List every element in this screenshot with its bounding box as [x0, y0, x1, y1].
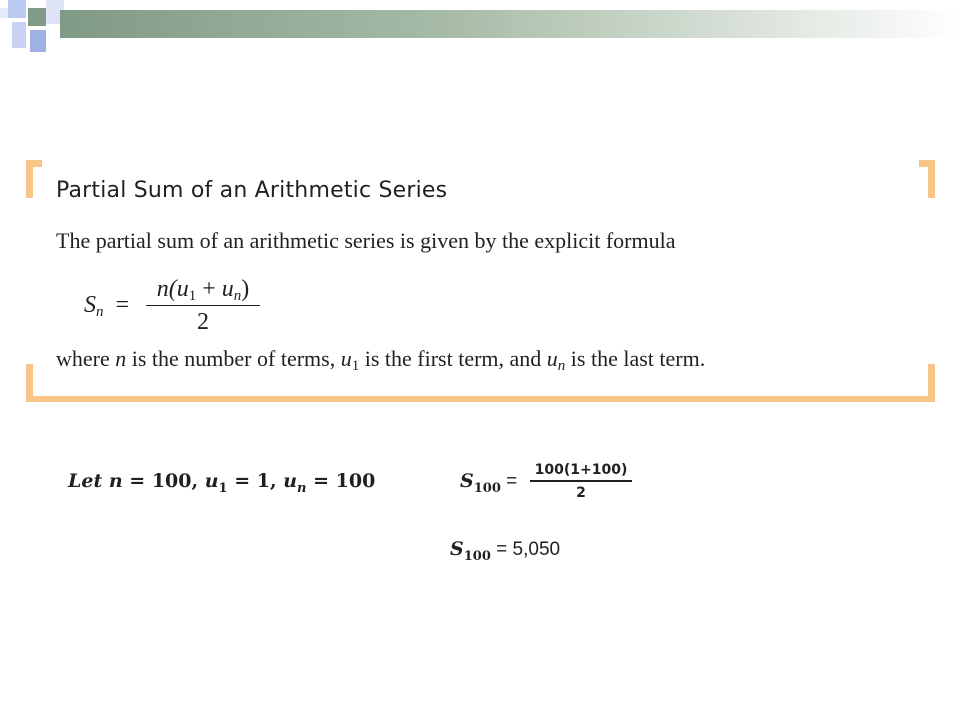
numerator-u1: u [176, 276, 189, 302]
let-word: Let [68, 470, 109, 492]
example-result [450, 538, 561, 564]
header-gradient-bar [60, 10, 960, 38]
numerator-sub1: 1 [188, 288, 197, 304]
example-substitution [460, 470, 518, 496]
explanation-n: n [115, 346, 127, 371]
numerator-n: n( [156, 276, 177, 302]
formula-s-symbol: S [84, 292, 96, 318]
formula-lhs [84, 292, 129, 319]
frame-bottom-edge [26, 396, 935, 402]
frame-corner [928, 364, 935, 402]
header-square-decoration [8, 0, 26, 18]
example-fraction [530, 462, 632, 501]
example-fraction-bar [530, 480, 632, 482]
example-un-value: = 100 [306, 470, 376, 492]
example-n-value: = 100, [122, 470, 205, 492]
explanation-un: u [546, 346, 558, 371]
example-given-values [68, 470, 376, 496]
formula-fraction [146, 276, 260, 334]
header-square-decoration [12, 22, 26, 48]
result-value: = 5,050 [490, 539, 561, 560]
formula-s-subscript: n [96, 304, 104, 320]
explanation-u1: u [340, 346, 352, 371]
example-s-sub: 100 [473, 481, 501, 496]
explanation-text: is the number of terms, [126, 346, 341, 371]
header-square-decoration [30, 30, 46, 52]
definition-explanation-text [56, 346, 705, 372]
example-u1: u [204, 470, 219, 492]
definition-title: Partial Sum of an Arithmetic Series [56, 178, 448, 203]
example-u1-sub: 1 [218, 481, 228, 496]
explanation-text: where [56, 346, 116, 371]
explanation-u1-sub: 1 [351, 358, 360, 374]
frame-corner [928, 160, 935, 198]
numerator-un: u [221, 276, 234, 302]
example-un: u [283, 470, 298, 492]
definition-intro-text: The partial sum of an arithmetic series is given by the explicit formula [56, 228, 676, 253]
example-equals: = [500, 471, 518, 492]
example-u1-value: = 1, [227, 470, 284, 492]
example-un-sub: n [297, 481, 307, 496]
frame-corner [26, 364, 33, 402]
example-s-symbol: S [460, 470, 474, 492]
formula-denominator: 2 [197, 309, 209, 335]
frame-corner [26, 160, 33, 198]
formula-equals: = [115, 292, 130, 318]
example-n: n [108, 470, 123, 492]
result-s-symbol: S [450, 538, 464, 560]
formula-numerator [146, 276, 260, 302]
explanation-text: is the first term, and [359, 346, 547, 371]
header-square-decoration [28, 8, 46, 26]
explanation-text: is the last term. [565, 346, 706, 371]
numerator-subn: n [233, 288, 242, 304]
example-fraction-numerator: 100(1+100) [534, 462, 628, 478]
fraction-bar [146, 305, 260, 306]
numerator-close-paren: ) [241, 276, 250, 302]
numerator-plus: + [196, 276, 222, 302]
explanation-un-sub: n [557, 358, 566, 374]
result-s-sub: 100 [463, 549, 491, 564]
example-fraction-denominator: 2 [576, 485, 586, 501]
